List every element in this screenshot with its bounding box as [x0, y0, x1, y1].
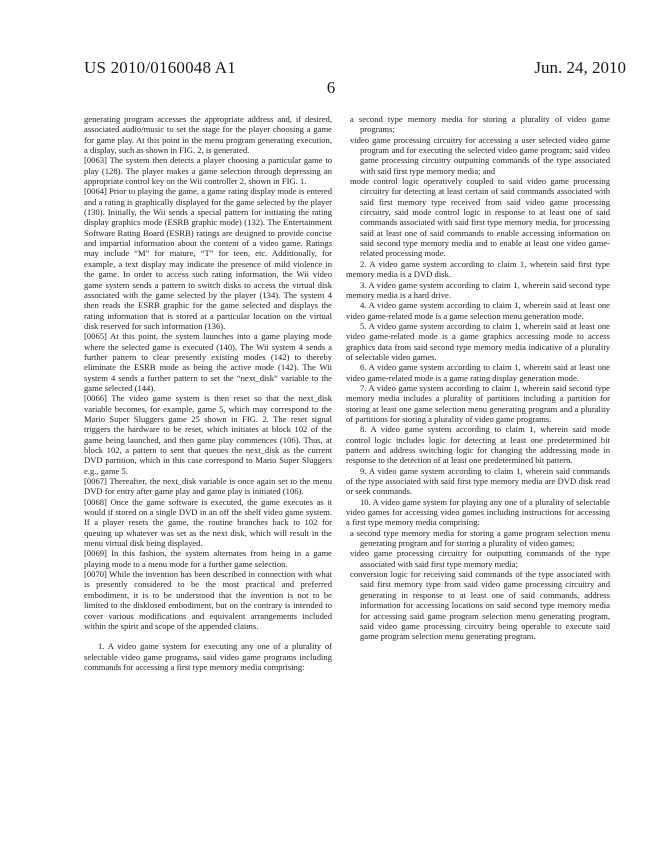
left-text-column — [84, 114, 332, 672]
paragraph: [0070] While the invention has been described in connection with what is presently considered to be the most practical and preferred embodiment, it is to be understood that the invention is not to be limited to the disklosed embodiment, but on the contrary is intended to cover various modifications and equivalent arrangements included within the spirit and scope of the appended claims. — [84, 569, 332, 631]
paragraph: [0063] The system then detects a player choosing a particular game to play (128). The player makes a game selection through depressing an appropriate control key on the Wii controller 2, shown in FIG. 1. — [84, 155, 332, 187]
paragraph: [0065] At this point, the system launches into a game playing mode where the selected game is executed (140). The Wii system 4 sends a further pattern to clear presently existing modes (142) to thereby eliminate the ESRB mode as being the active mode (142). The Wii system 4 sends a further pattern to set the “next_disk” variable to the game selected (144). — [84, 331, 332, 393]
claim: 4. A video game system according to claim 1, wherein said at least one video game-related mode is a game selection menu generation mode. — [346, 300, 610, 321]
publication-date: Jun. 24, 2010 — [534, 58, 626, 77]
paragraph: [0069] In this fashion, the system alternates from being in a game playing mode to a menu mode for a further game selection. — [84, 548, 332, 569]
claim: 6. A video game system according to claim 1, wherein said at least one video game-related mode is a game rating display generation mode. — [346, 362, 610, 383]
paragraph: [0064] Prior to playing the game, a game rating display mode is entered and a rating is graphically displayed for the game selected by the player (130). Initially, the Wii sends a special pattern for initiating the rating display graphics mode (ESRB graphic mode) (132). The Entertainment Software Rating Board (ESRB) ratings are designed to provide concise and impartial information about the content of a video game. Ratings may include “M” for mature, “T” for teen, etc. Additionally, for example, a text display may indicate the presence of mild violence in the game. In order to access such rating information, the Wii video game system sends a pattern to switch disks to access the virtual disk associated with the game selected by the player (134). The system 4 then reads the ESRB graphic for the game selected and displays the rating information that is stored at a particular location on the virtual disk reserved for such information (136). — [84, 186, 332, 331]
publication-number: US 2010/0160048 A1 — [84, 58, 236, 77]
paragraph: [0067] Thereafter, the next_disk variable is once again set to the menu DVD for entry after game play and game play is initiated (106). — [84, 476, 332, 497]
paragraph: [0066] The video game system is then reset so that the next_disk variable becomes, for example, game 5, which may correspond to the Mario Super Sluggers game 25 shown in FIG. 2. The reset signal triggers the hardware to be reset, which initiates at block 102 of the game being launched, and then game play commences (106). Thus, at block 102, a pattern to sent that queues the next_disk as the current DVD partition, which in this case correspond to Mario Super Sluggers e.g., game 5. — [84, 393, 332, 476]
claim: 8. A video game system according to claim 1, wherein said mode control logic includes logic for detecting at least one predetermined bit pattern and address switching logic for changing the addressing mode in response to the detection of at least one predetermined bit pattern. — [346, 424, 610, 466]
claim: 9. A video game system according to claim 1, wherein said commands of the type associated with said first type memory media are DVD disk read or seek commands. — [346, 465, 610, 497]
claim-element: a second type memory media for storing a game program selection menu generating program and for storing a plurality of video games; — [350, 527, 610, 549]
claim-element: mode control logic operatively coupled to said video game processing circuitry for detecting at least certain of said commands associated with said first memory type received from said video game processing circuitry, said mode control logic in response to at least one of said commands associated with said first type memory media, for processing said at least one of said commands to enable accessing information on said second type memory media and to enable at least one video game-related processing mode. — [350, 176, 610, 259]
claim: 2. A video game system according to claim 1, wherein said first type memory media is a DVD disk. — [346, 258, 610, 280]
page-header — [84, 58, 626, 80]
claim-element: video game processing circuitry for accessing a user selected video game program and for executing the selected video game program; said video game processing circuitry outputting commands of the type associated with said first type memory media; and — [350, 134, 610, 176]
claim: 1. A video game system for executing any one of a plurality of selectable video game programs, said video game programs including commands for accessing a first type memory media comprising: — [84, 641, 332, 672]
claim: 5. A video game system according to claim 1, wherein said at least one video game-related mode is a game graphics accessing mode to access graphics data from said second type memory media indicative of a plurality of selectable video games. — [346, 320, 610, 362]
paragraph: generating program accesses the appropriate address and, if desired, associated audio/music to set the stage for the player choosing a game for game play. At this point in the menu program generating execution, a display, such as shown in FIG. 2, is generated. — [84, 114, 332, 156]
claim: 7. A video game system according to claim 1, wherein said second type memory media includes a plurality of partitions including a partition for storing at least one game selection menu generating program and a plurality of partitions for storing a plurality of video game programs. — [346, 382, 610, 424]
claim-element: video game processing circuitry for outputting commands of the type associated with said first type memory media; — [350, 548, 610, 569]
claim-element: conversion logic for receiving said commands of the type associated with said first memory type from said video game processing circuitry and generating in response to at least one of said commands, address information for accessing locations on said second type memory media for accessing said game program selection menu generating program, said video game processing circuitry being operable to execute said game program selection menu generating program. — [350, 569, 610, 642]
claim: 10. A video game system for playing any one of a plurality of selectable video games for accessing video games including instructions for accessing a first type memory media comprising: — [346, 496, 610, 528]
page-number: 6 — [326, 78, 336, 97]
paragraph: [0068] Once the game software is executed, the game executes as it would if stored on a single DVD in an off the shelf video game system. If a player resets the game, the routine branches back to 102 for queuing up whatever was set as the next disk, which will result in the menu virtual disk being displayed. — [84, 496, 332, 549]
claim: 3. A video game system according to claim 1, wherein said second type memory media is a hard drive. — [346, 279, 610, 300]
right-text-column — [346, 114, 610, 642]
claim-element: a second type memory media for storing a plurality of video game programs; — [350, 114, 610, 135]
